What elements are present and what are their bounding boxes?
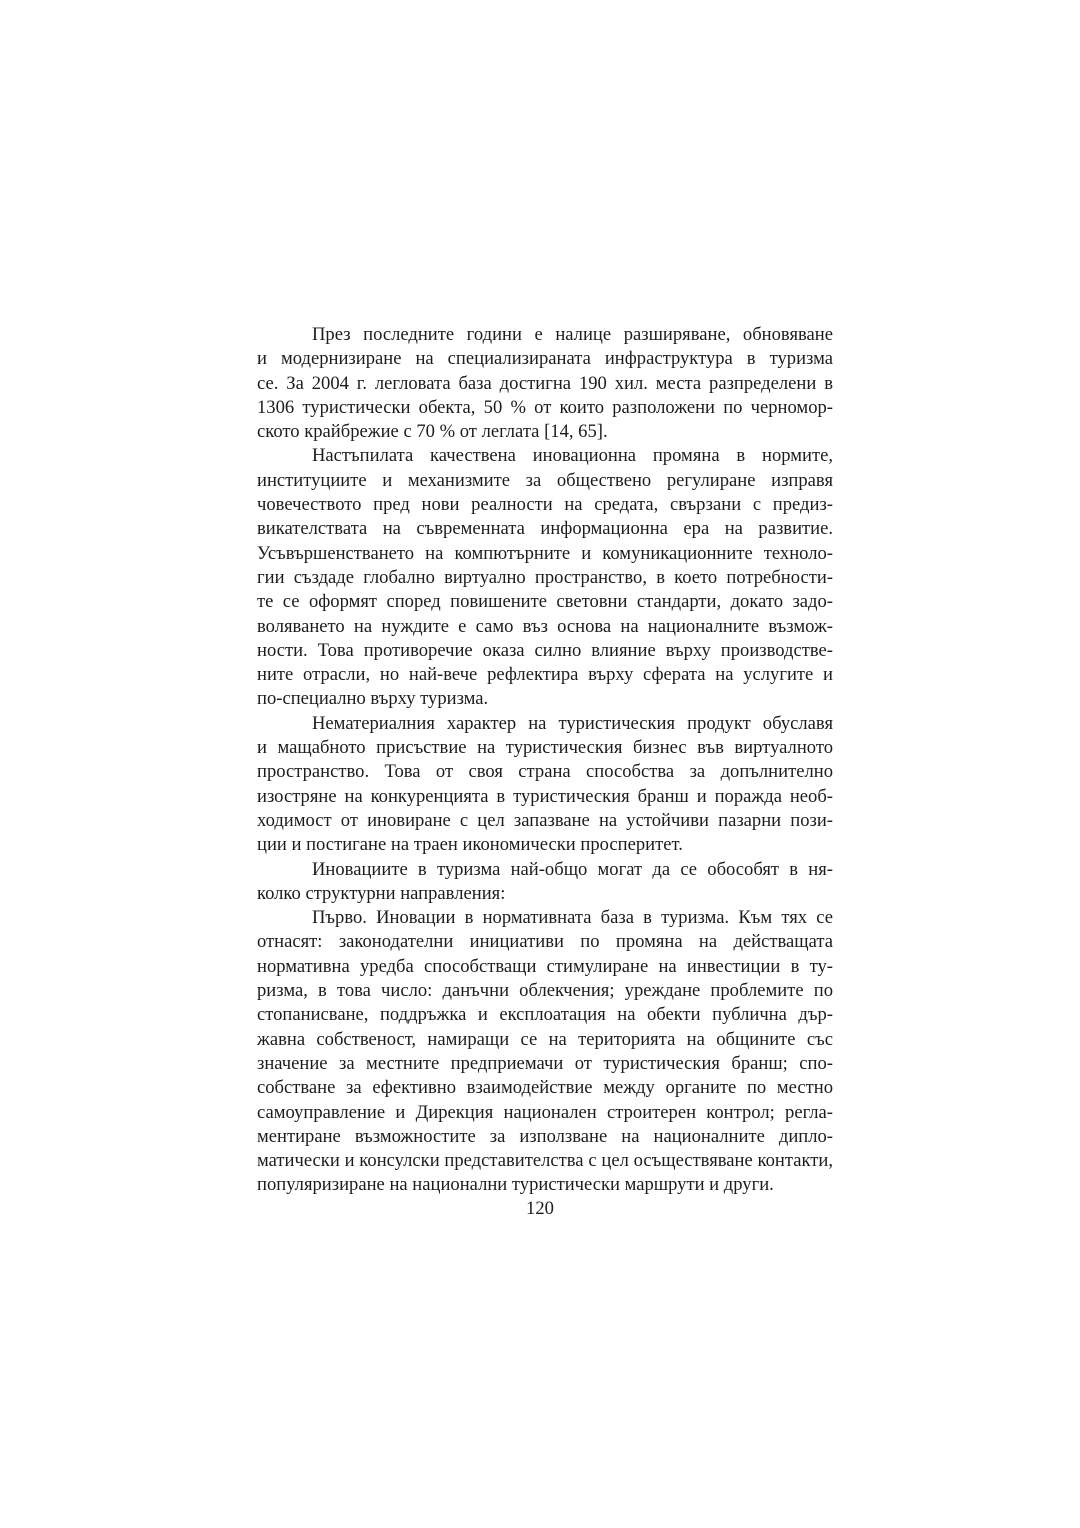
text-line: викателствата на съвременната информационна ера на развитие. — [257, 518, 833, 540]
text-line: Усъвършенстването на компютърните и комуникационните техноло- — [257, 542, 833, 564]
text-line: и мащабното присъствие на туристическия бизнес във виртуалното — [257, 737, 833, 759]
text-line: и модернизиране на специализираната инфраструктура в туризма — [257, 348, 833, 370]
text-line: Първо. Иновации в нормативната база в туризма. Към тях се — [312, 907, 833, 929]
paragraph-5 — [257, 906, 833, 1198]
text-line: пространство. Това от своя страна способства за допълнително — [257, 761, 833, 783]
text-line: нормативна уредба способстващи стимулиране на инвестиции в ту- — [257, 955, 833, 977]
paragraph-4 — [257, 858, 833, 907]
text-line: се. За 2004 г. легловата база достигна 190 хил. места разпределени в — [257, 372, 833, 394]
text-line: гии създаде глобално виртуално пространство, в което потребности- — [257, 566, 833, 588]
text-line: ции и постигане на траен икономически просперитет. — [257, 834, 683, 856]
paragraph-2 — [257, 444, 833, 711]
text-line: човечеството пред нови реалности на средата, свързани с предиз- — [257, 494, 833, 516]
text-line: воляването на нуждите е само въз основа на националните възмож- — [257, 615, 833, 637]
text-line: Настъпилата качествена иновационна промяна в нормите, — [312, 445, 833, 467]
text-line: стопанисване, поддръжка и експлоатация на обекти публична дър- — [257, 1004, 833, 1026]
text-line: жавна собственост, намиращи се на територията на общините със — [257, 1028, 833, 1050]
text-line: ности. Това противоречие оказа силно влияние върху производстве- — [257, 639, 833, 661]
text-line: 1306 туристически обекта, 50 % от които разположени по черномор- — [257, 396, 833, 418]
text-line: отнасят: законодателни инициативи по промяна на действащата — [257, 931, 833, 953]
text-line: институциите и механизмите за обществено регулиране изправя — [257, 469, 833, 491]
text-line: популяризиране на национални туристически маршрути и други. — [257, 1174, 774, 1196]
text-line: собстване за ефективно взаимодействие между органите по местно — [257, 1077, 833, 1099]
paragraph-1 — [257, 323, 833, 444]
text-line: по-специално върху туризма. — [257, 688, 489, 710]
text-line: изостряне на конкуренцията в туристическия бранш и поражда необ- — [257, 785, 833, 807]
text-line: ризма, в това число: данъчни облекчения; уреждане проблемите по — [257, 980, 833, 1002]
text-line: колко структурни направления: — [257, 882, 506, 904]
text-line: Иновациите в туризма най-общо могат да се обособят в ня- — [312, 858, 833, 880]
text-line: Нематериалния характер на туристическия продукт обуславя — [312, 712, 833, 734]
text-line: матически и консулски представителства с цел осъществяване контакти, — [257, 1150, 833, 1172]
page-number: 120 — [526, 1198, 554, 1219]
text-line: ското крайбрежие с 70 % от леглата [14, 65]. — [257, 421, 608, 443]
paragraph-3 — [257, 712, 833, 858]
body-text — [257, 323, 833, 1198]
text-line: самоуправление и Дирекция национален строитерен контрол; регла- — [257, 1101, 833, 1123]
text-line: През последните години е налице разширяване, обновяване — [312, 324, 833, 345]
text-line: ходимост от иновиране с цел запазване на устойчиви пазарни пози- — [257, 809, 833, 831]
text-line: значение за местните предприемачи от туристическия бранш; спо- — [257, 1052, 833, 1074]
text-line: ните отрасли, но най-вече рефлектира върху сферата на услугите и — [257, 664, 833, 686]
text-line: те се оформят според повишените световни стандарти, докато задо- — [257, 591, 833, 613]
text-line: ментиране възможностите за използване на националните дипло- — [257, 1125, 833, 1147]
